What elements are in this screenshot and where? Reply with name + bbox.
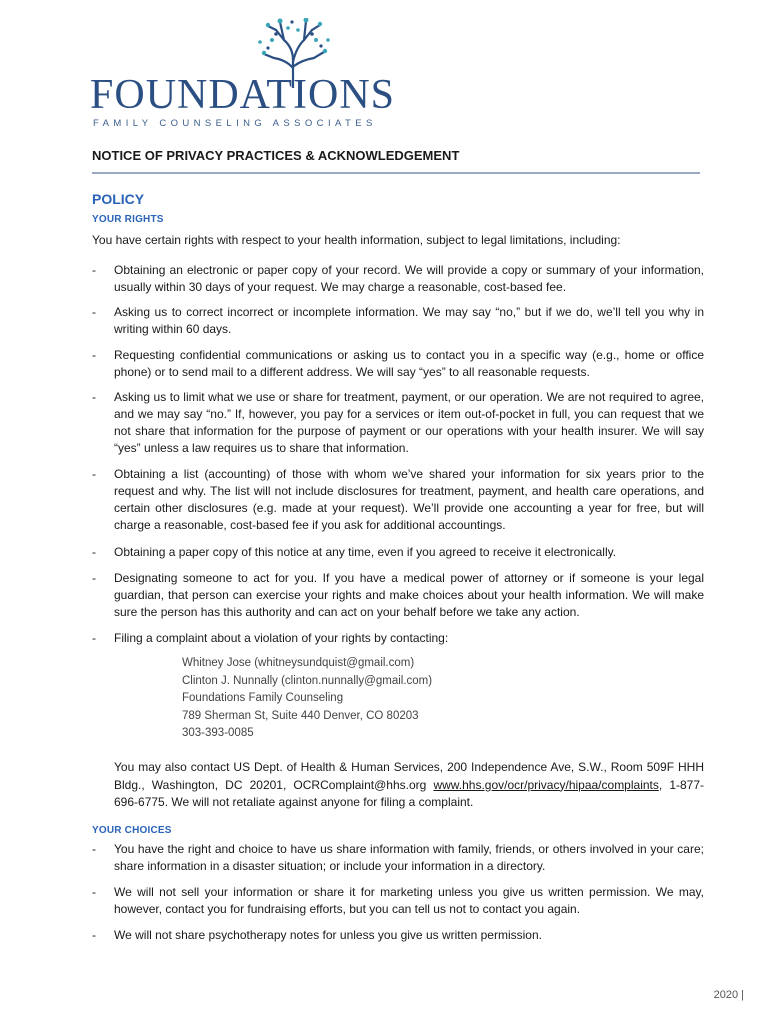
- rights-item: [92, 630, 704, 647]
- rights-item-text: Obtaining a list (accounting) of those with whom we’ve shared your information for six years prior to the request and why. The list will not include disclosures for treatment, payment, and health care operations, and certain other disclosures (e.g. made at your request). We’ll provide one accounting a year for free, but will charge a reasonable, cost-based fee if you ask for additional accountings.: [114, 467, 704, 532]
- hhs-complaints-link[interactable]: www.hhs.gov/ocr/privacy/hipaa/complaints: [433, 777, 659, 792]
- bullet-dash: -: [92, 928, 96, 942]
- contact-line: 303-393-0085: [182, 727, 254, 739]
- rights-item-text: Asking us to correct incorrect or incomplete information. We may say “no,” but if we do, we’ll tell you why in writing within 60 days.: [114, 305, 704, 336]
- rights-item: [92, 570, 704, 621]
- choices-item: [92, 841, 704, 875]
- bullet-dash: -: [92, 885, 96, 899]
- rights-item: [92, 304, 704, 338]
- contact-line: 789 Sherman St, Suite 440 Denver, CO 80203: [182, 709, 419, 722]
- bullet-dash: -: [92, 571, 96, 585]
- bullet-dash: -: [92, 390, 96, 404]
- bullet-dash: -: [92, 305, 96, 319]
- choices-item-text: We will not sell your information or share it for marketing unless you give us written permission. We may, however, contact you for fundraising efforts, but you can tell us not to contact you again.: [114, 885, 704, 916]
- bullet-dash: -: [92, 348, 96, 362]
- rights-item: [92, 262, 704, 296]
- bullet-dash: -: [92, 467, 96, 481]
- choices-item: [92, 927, 704, 944]
- document-title: NOTICE OF PRIVACY PRACTICES & ACKNOWLEDGEMENT: [92, 148, 460, 163]
- contact-line: Clinton J. Nunnally (clinton.nunnally@gmail.com): [182, 674, 433, 687]
- choices-item-text: You have the right and choice to have us share information with family, friends, or others involved in your care; share information in a disaster situation; or include your information in a directory.: [114, 842, 704, 873]
- rights-item: [92, 544, 704, 561]
- rights-item-text: Requesting confidential communications or asking us to contact you in a specific way (e.g., home or office phone) or to send mail to a different address. We will say “yes” to all reasonable requests.: [114, 348, 704, 379]
- rights-item-text: Designating someone to act for you. If you have a medical power of attorney or if someone is your legal guardian, that person can exercise your rights and make choices about your health information. We will make sure the person has this authority and can act on your behalf before we take any action.: [114, 571, 704, 619]
- rights-item-text: Obtaining an electronic or paper copy of your record. We will provide a copy or summary of your information, usually within 30 days of your request. We may charge a reasonable, cost-based fee.: [114, 263, 704, 294]
- bullet-dash: -: [92, 545, 96, 559]
- choices-item-text: We will not share psychotherapy notes for unless you give us written permission.: [114, 928, 542, 942]
- page-footer: 2020 |: [713, 989, 744, 1001]
- rights-item-text: Obtaining a paper copy of this notice at any time, even if you agreed to receive it electronically.: [114, 545, 617, 559]
- foundations-logo: [90, 18, 396, 130]
- rights-item-text: Filing a complaint about a violation of your rights by contacting:: [114, 631, 449, 645]
- bullet-dash: -: [92, 263, 96, 277]
- policy-heading: POLICY: [92, 191, 145, 207]
- bullet-dash: -: [92, 842, 96, 856]
- rights-item: [92, 389, 704, 457]
- your-choices-heading: YOUR CHOICES: [92, 825, 172, 836]
- rights-intro: You have certain rights with respect to your health information, subject to legal limitations, including:: [92, 233, 621, 247]
- contact-line: Whitney Jose (whitneysundquist@gmail.com): [182, 657, 415, 669]
- contact-line: Foundations Family Counseling: [182, 692, 344, 704]
- logo-wordmark: FOUNDATIONS: [90, 72, 396, 118]
- complaint-contacts: [182, 655, 432, 743]
- rights-item: [92, 347, 704, 381]
- choices-item: [92, 884, 704, 918]
- title-divider: [92, 172, 700, 174]
- hhs-text: You may also contact US Dept. of Health & Human Services, 200 Independence Ave, S.W., Room 509F HHH Bldg., Washington, DC 20201, OCRComplaint@hhs.org: [114, 760, 704, 792]
- bullet-dash: -: [92, 631, 96, 645]
- hhs-text-end: , 1-877-696-6775. We will not retaliate against anyone for filing a complaint.: [114, 777, 705, 809]
- hhs-contact-paragraph: [114, 759, 704, 812]
- your-rights-heading: YOUR RIGHTS: [92, 214, 164, 225]
- logo-subtitle: FAMILY COUNSELING ASSOCIATES: [93, 118, 377, 129]
- rights-item: [92, 466, 704, 534]
- rights-item-text: Asking us to limit what we use or share for treatment, payment, or our operation. We are not required to agree, and we may say “no.” If, however, you pay for a services or item out-of-pocket in full, you can request that we not share that information for the purpose of payment or our operations with your health insurer. We will say “yes” unless a law requires us to share that information.: [114, 390, 704, 455]
